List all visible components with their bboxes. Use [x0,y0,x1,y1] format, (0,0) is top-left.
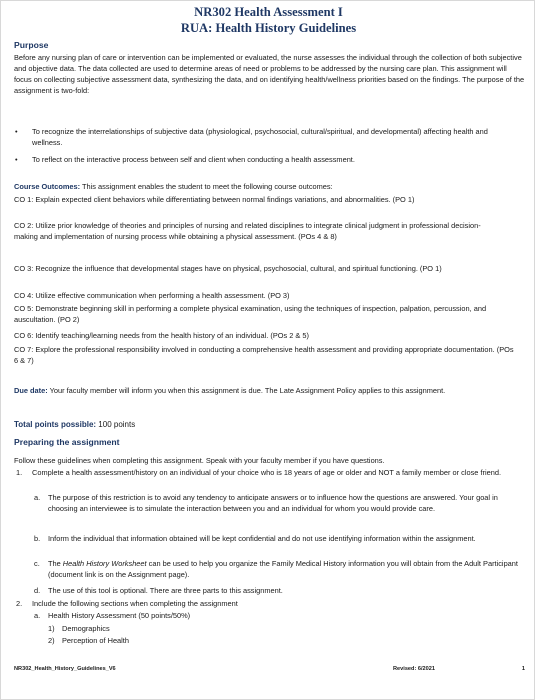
total-points [14,419,526,430]
step-1b: Inform the individual that information obtained will be kept confidential and do not use identifying information within the assignment. [48,534,476,543]
preparing-heading: Preparing the assignment [14,437,120,447]
step-1: Complete a health assessment/history on an individual of your choice who is 18 years of age or older and NOT a family member or close friend. [32,468,501,477]
outcome-text: Explain expected client behaviors while differentiating between normal findings variations, and abnormalities. (PO 1) [35,195,415,204]
footer-revised: Revised: 6/2021 [393,666,435,672]
outcome-text: Utilize effective communication when performing a health assessment. (PO 3) [35,291,290,300]
course-outcome-2 [14,220,504,242]
course-outcome-6 [14,330,519,341]
outcome-text: Recognize the influence that developmental stages have on physical, psychosocial, cultural, and spiritual functioning. (PO 1) [35,264,442,273]
sub-perception-of-health: Perception of Health [62,636,129,645]
purpose-paragraph: Before any nursing plan of care or intervention can be implemented or evaluated, the nurse assesses the individual through the collection of both subjective and objective data. The data collected are used to determine areas of need or problems to be addressed by the nursing care plan. This assignment will focus on collecting subjective assessment data, synthesizing the data, and on identifying health/wellness priorities based on the findings. The purpose of the assignment is two-fold: [14,53,525,95]
outcome-label: CO 3: [14,264,34,273]
step-1c-prefix: The [48,559,63,568]
outcome-label: CO 2: [14,221,34,230]
outcome-text: Explore the professional responsibility involved in conducting a comprehensive health assessment and providing appropriate documentation. (POs 6 & 7) [14,345,514,365]
step-1d: The use of this tool is optional. There are three parts to this assignment. [48,586,283,595]
purpose-bullet-1: To recognize the interrelationships of subjective data (physiological, psychosocial, cultural/spiritual, and developmental) affecting health and wellness. [32,127,488,147]
outcome-text: Identify teaching/learning needs from the health history of an individual. (POs 2 & 5) [35,331,309,340]
preparing-intro: Follow these guidelines when completing this assignment. Speak with your faculty member if you have questions. [14,456,385,465]
course-outcomes-heading: Course Outcomes: [14,182,81,191]
step-2a: Health History Assessment (50 points/50%) [48,611,191,620]
page-number: 1 [521,666,525,672]
purpose-bullet-2: To reflect on the interactive process between self and client when conducting a health assessment. [32,155,355,164]
total-points-label: Total points possible: [14,420,97,429]
step-1c-suffix: can be used to help you organize the Family Medical History information you will obtain from the Adult Participant (document link is on the Assignment page). [48,559,518,579]
outcome-label: CO 1: [14,195,34,204]
step-number: 1. [16,468,23,477]
sub-demographics: Demographics [62,624,110,633]
due-date [14,385,526,396]
step-letter: a. [34,611,41,620]
course-outcome-7 [14,344,519,366]
outcome-label: CO 7: [14,345,34,354]
step-1a: The purpose of this restriction is to avoid any tendency to anticipate answers or to influence how the questions are answered. Your goal in choosing an interviewee is to simulate the interaction between you and an individual for whom you would provide care. [48,493,498,513]
due-date-label: Due date: [14,386,48,395]
step-letter: b. [34,534,41,543]
outcome-label: CO 6: [14,331,34,340]
footer-doc-name: NR302_Health_History_Guidelines_V6 [14,666,116,672]
worksheet-name: Health History Worksheet [62,559,147,568]
step-number: 2. [16,599,23,608]
step-letter: d. [34,586,41,595]
course-outcomes-intro [14,181,526,192]
step-letter: c. [34,559,40,568]
step-1c [48,558,528,580]
bullet-icon: • [15,155,18,164]
course-outcome-4 [14,290,514,301]
course-outcome-5 [14,303,519,325]
total-points-value: 100 points [96,420,136,429]
outcome-label: CO 5: [14,304,34,313]
purpose-heading: Purpose [14,40,49,50]
outcome-text: Demonstrate beginning skill in performing a complete physical examination, using the techniques of inspection, palpation, percussion, and auscultation. (PO 2) [14,304,487,324]
step-letter: a. [34,493,41,502]
document-title: NR302 Health Assessment I [194,5,343,19]
due-date-text: Your faculty member will inform you when this assignment is due. The Late Assignment Policy applies to this assignment. [47,386,446,395]
sub-number: 2) [48,636,55,645]
document-subtitle: RUA: Health History Guidelines [180,21,357,35]
step-2: Include the following sections when completing the assignment [32,599,238,608]
outcome-label: CO 4: [14,291,34,300]
bullet-icon: • [15,127,18,136]
course-outcome-3 [14,263,504,274]
outcome-text: Utilize prior knowledge of theories and principles of nursing and related disciplines to integrate clinical judgment in professional decision-making and implementation of nursing process while obtaining a physical assessment. (POs 4 & 8) [14,221,481,241]
course-outcomes-text: This assignment enables the student to meet the following course outcomes: [80,182,333,191]
course-outcome-1 [14,194,528,205]
sub-number: 1) [48,624,55,633]
